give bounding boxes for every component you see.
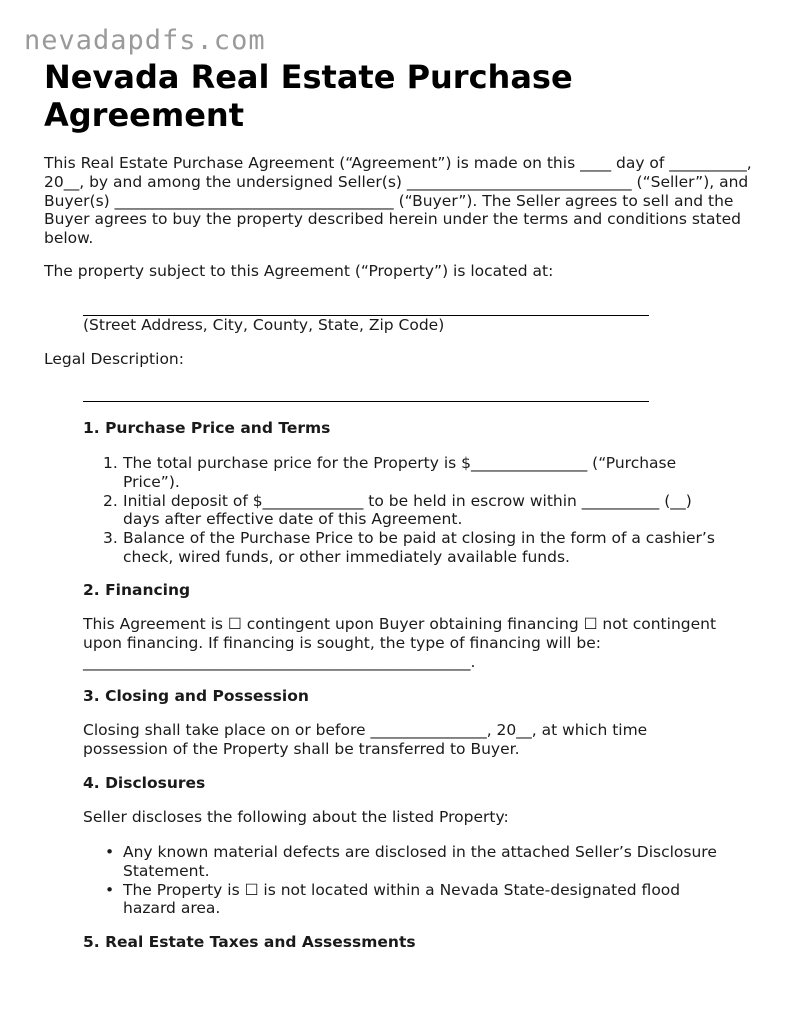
disclosures-list (83, 843, 723, 918)
list-marker: 1. (103, 454, 118, 472)
section-heading-purchase-price: 1. Purchase Price and Terms (83, 419, 331, 437)
closing-paragraph: Closing shall take place on or before _______________, 20__, at which time possession of the Property shall be transferred to Buyer. (83, 721, 648, 758)
list-item-text: The Property is ☐ is not located within a Nevada State-designated flood hazard area. (123, 880, 681, 918)
list-item (83, 881, 723, 919)
page-title: Nevada Real Estate Purchase Agreement (44, 58, 573, 134)
list-item (83, 454, 723, 492)
watermark: nevadapdfs.com (24, 25, 266, 56)
section-heading-closing: 3. Closing and Possession (83, 687, 309, 705)
financing-paragraph: This Agreement is ☐ contingent upon Buyer obtaining financing ☐ not contingent upon financing. If financing is sought, the type of financing will be: __________________________________________________. (83, 615, 717, 671)
purchase-terms-list (83, 454, 723, 567)
list-marker: 3. (103, 529, 118, 548)
list-marker: 2. (103, 491, 118, 510)
address-caption: (Street Address, City, County, State, Zip Code) (83, 316, 445, 334)
list-item-text: Initial deposit of $_____________ to be held in escrow within __________ (__) days after effective date of this Agreement. (123, 491, 692, 529)
section-heading-financing: 2. Financing (83, 581, 191, 599)
legal-description-blank-line (83, 401, 649, 402)
bullet-icon: • (105, 880, 115, 899)
section-heading-disclosures: 4. Disclosures (83, 774, 206, 792)
list-item-text: Balance of the Purchase Price to be paid at closing in the form of a cashier’s check, wired funds, or other immediately available funds. (123, 529, 715, 566)
bullet-icon: • (105, 843, 115, 861)
section-heading-taxes: 5. Real Estate Taxes and Assessments (83, 933, 416, 951)
legal-description-label: Legal Description: (44, 350, 184, 368)
list-item-text: Any known material defects are disclosed in the attached Seller’s Disclosure Statement. (123, 843, 717, 880)
property-location-text: The property subject to this Agreement (“Property”) is located at: (44, 262, 554, 280)
list-item (83, 529, 723, 567)
intro-paragraph: This Real Estate Purchase Agreement (“Agreement”) is made on this ____ day of __________, 20__, by and among the undersigned Seller(s) _____________________________ (“Seller”), and Buyer(s) ____________________________________ (“Buyer”). The Seller agrees to sell and the Buyer agrees to buy the property described herein under the terms and conditions stated below. (44, 154, 752, 248)
list-item (83, 492, 723, 530)
list-item-text: The total purchase price for the Property is $_______________ (“Purchase Price”). (123, 454, 677, 491)
list-item (83, 843, 723, 881)
disclosures-paragraph: Seller discloses the following about the listed Property: (83, 808, 509, 826)
